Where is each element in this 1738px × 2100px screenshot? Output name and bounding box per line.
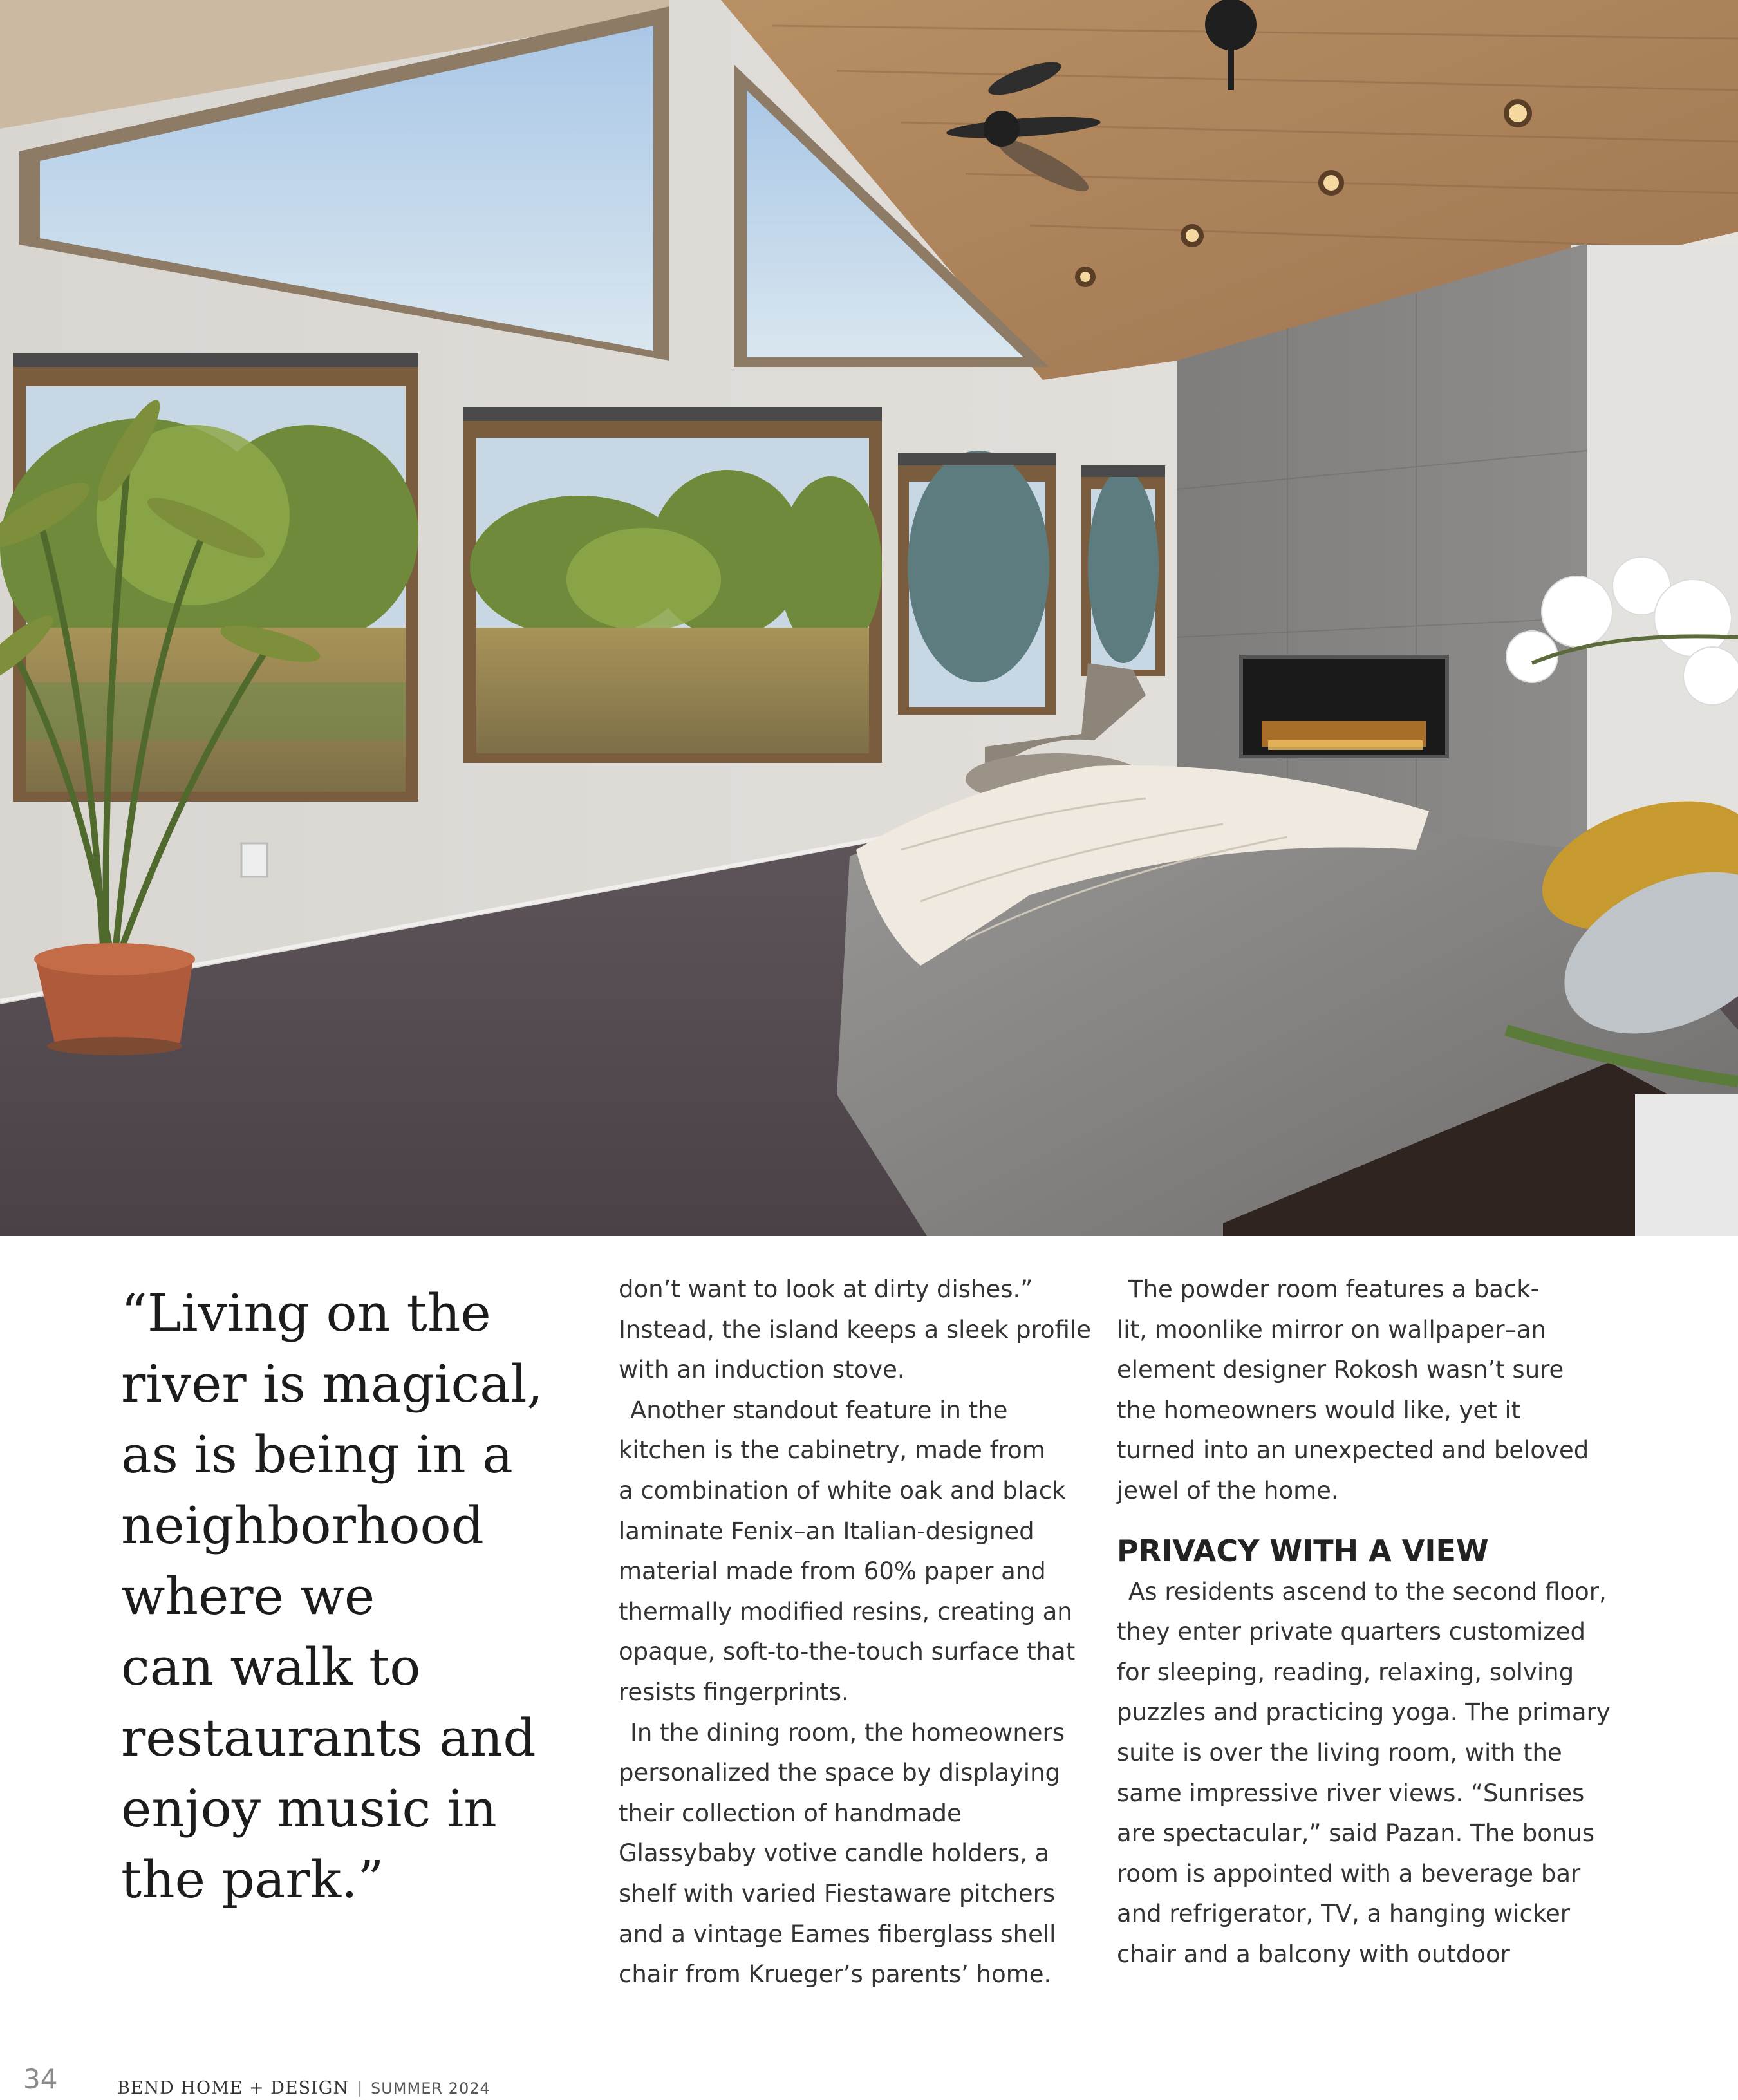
pull-quote-line: neighborhood	[121, 1495, 484, 1555]
body-line: suite is over the living room, with the	[1117, 1738, 1562, 1767]
body-line: In the dining room, the homeowners	[630, 1718, 1065, 1747]
body-line: with an induction stove.	[619, 1356, 905, 1384]
body-line: thermally modified resins, creating an	[619, 1597, 1072, 1626]
issue-label: SUMMER 2024	[371, 2079, 491, 2097]
body-line: The powder room features a back-	[1128, 1275, 1539, 1303]
body-line: room is appointed with a beverage bar	[1117, 1859, 1581, 1888]
body-line: and a vintage Eames fiberglass shell	[619, 1920, 1056, 1948]
body-line: don’t want to look at dirty dishes.”	[619, 1275, 1033, 1303]
body-line: a combination of white oak and black	[619, 1476, 1066, 1505]
pull-quote-line: restaurants and	[121, 1708, 536, 1768]
body-line: for sleeping, reading, relaxing, solving	[1117, 1658, 1574, 1686]
body-line: same impressive river views. “Sunrises	[1117, 1779, 1585, 1807]
body-line: are spectacular,” said Pazan. The bonus	[1117, 1819, 1595, 1848]
pull-quote-line: river is magical,	[121, 1354, 543, 1414]
section-heading: PRIVACY WITH A VIEW	[1117, 1533, 1489, 1568]
body-line: element designer Rokosh wasn’t sure	[1117, 1356, 1564, 1384]
magazine-name: BEND HOME + DESIGN	[117, 2078, 349, 2098]
pull-quote-line: “Living on the	[121, 1283, 491, 1343]
body-line: jewel of the home.	[1117, 1476, 1339, 1505]
body-line: chair and a balcony with outdoor	[1117, 1940, 1510, 1968]
body-line: Another standout feature in the	[630, 1396, 1008, 1424]
body-line: opaque, soft-to-the-touch surface that	[619, 1638, 1076, 1666]
body-line: Instead, the island keeps a sleek profile	[619, 1315, 1092, 1344]
body-line: puzzles and practicing yoga. The primary	[1117, 1698, 1611, 1727]
page-number: 34	[23, 2063, 58, 2095]
body-line: the homeowners would like, yet it	[1117, 1396, 1521, 1424]
running-footer	[117, 2078, 491, 2098]
pull-quote-line: where we	[121, 1566, 375, 1626]
body-line: they enter private quarters customized	[1117, 1618, 1585, 1646]
body-line: turned into an unexpected and beloved	[1117, 1436, 1589, 1465]
body-line: material made from 60% paper and	[619, 1557, 1046, 1586]
pull-quote-line: as is being in a	[121, 1425, 513, 1485]
pull-quote-line: the park.”	[121, 1850, 384, 1909]
body-line: As residents ascend to the second floor,	[1128, 1577, 1607, 1606]
body-column-3	[1117, 1270, 1611, 1975]
body-line: laminate Fenix–an Italian-designed	[619, 1517, 1034, 1545]
body-line: Glassybaby votive candle holders, a	[619, 1839, 1050, 1868]
body-line: kitchen is the cabinetry, made from	[619, 1436, 1045, 1465]
body-line: their collection of handmade	[619, 1799, 962, 1827]
body-line: chair from Krueger’s parents’ home.	[619, 1960, 1052, 1989]
body-line: lit, moonlike mirror on wallpaper–an	[1117, 1315, 1547, 1344]
pull-quote-line: enjoy music in	[121, 1779, 497, 1839]
body-line: and refrigerator, TV, a hanging wicker	[1117, 1900, 1570, 1928]
body-line: shelf with varied Fiestaware pitchers	[619, 1879, 1056, 1908]
pull-quote-line: can walk to	[121, 1637, 421, 1697]
body-column-2	[619, 1270, 1092, 1995]
body-line: personalized the space by displaying	[619, 1759, 1061, 1787]
body-line: resists fingerprints.	[619, 1678, 849, 1706]
pull-quote	[121, 1278, 543, 1915]
footer-separator: |	[357, 2078, 362, 2097]
